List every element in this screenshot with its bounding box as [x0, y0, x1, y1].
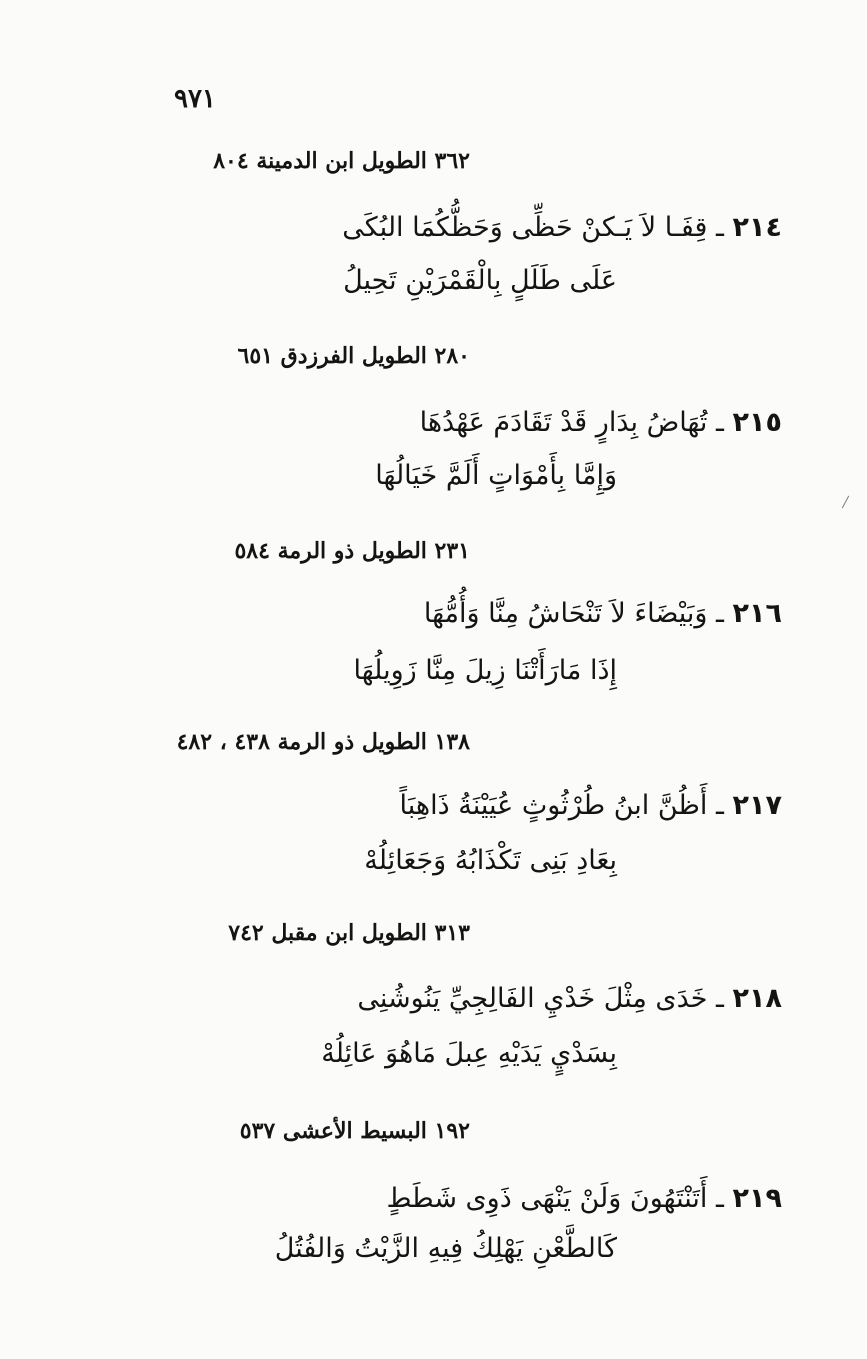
verse-separator: ـ: [716, 790, 724, 821]
verse-line-first: [420, 407, 782, 438]
verse-text: أَتَنْتَهُونَ وَلَنْ يَنْهَى ذَوِى شَطَطٍ: [386, 1183, 708, 1214]
verse-line-second: وَإِمَّا بِأَمْوَاتٍ أَلَمَّ خَيَالُهَا: [375, 460, 617, 491]
entry-heading: ١٣٨ الطويل ذو الرمة ٤٣٨ ، ٤٨٢: [176, 729, 470, 755]
verse-separator: ـ: [716, 1183, 724, 1214]
verse-line-second: بِسَدْيٍ يَدَيْهِ عِبلَ مَاهُوَ عَائِلُهْ: [321, 1038, 617, 1069]
verse-line-second: بِعَادِ بَنِى تَكْذَابُهُ وَجَعَائِلُهْ: [364, 845, 617, 876]
verse-number: ٢١٥: [732, 407, 782, 438]
verse-number: ٢١٧: [732, 790, 782, 821]
verse-separator: ـ: [716, 407, 724, 438]
verse-number: ٢١٤: [732, 212, 782, 243]
verse-line-first: [424, 598, 782, 629]
verse-text: وَبَيْضَاءَ لاَ تَنْحَاشُ مِنَّا وَأُمُّهَا: [423, 598, 708, 629]
verse-line-first: [342, 212, 782, 243]
entry-heading: ٣٦٢ الطويل ابن الدمينة ٨٠٤: [213, 148, 470, 174]
stray-pen-mark: [842, 496, 849, 509]
verse-separator: ـ: [716, 598, 724, 629]
verse-line-second: كَالطَّعْنِ يَهْلِكُ فِيهِ الزَّيْتُ وَالفُتُلُ: [274, 1233, 617, 1264]
verse-text: تُهَاضُ بِدَارٍ قَدْ تَقَادَمَ عَهْدُهَا: [419, 407, 708, 438]
verse-separator: ـ: [716, 983, 724, 1014]
page-number: ٩٧١: [174, 84, 216, 114]
verse-line-second: إِذَا مَارَأَتْنَا زِيلَ مِنَّا زَوِيلُهَا: [353, 655, 617, 686]
verse-text: أَظُنَّ ابنُ طُرْثُوثٍ عُيَيْنَةُ ذَاهِبَاً: [399, 790, 708, 821]
verse-line-first: [387, 1183, 782, 1214]
verse-number: ٢١٦: [732, 598, 782, 629]
entry-heading: ٣١٣ الطويل ابن مقبل ٧٤٢: [228, 920, 470, 946]
verse-text: قِفَـا لاَ يَـكنْ حَظِّى وَحَظُّكُمَا البُكَى: [342, 212, 708, 243]
entry-heading: ١٩٢ البسيط الأعشى ٥٣٧: [239, 1118, 470, 1144]
entry-heading: ٢٣١ الطويل ذو الرمة ٥٨٤: [234, 538, 470, 564]
entry-heading: ٢٨٠ الطويل الفرزدق ٦٥١: [237, 343, 470, 369]
verse-number: ٢١٨: [732, 983, 782, 1014]
verse-line-first: [400, 790, 782, 821]
verse-text: خَدَى مِثْلَ خَدْيِ الفَالِجِيِّ يَنُوشُنِى: [357, 983, 708, 1014]
verse-line-second: عَلَى طَلَلٍ بِالْقَمْرَيْنِ تَحِيلُ: [343, 265, 617, 296]
verse-separator: ـ: [716, 212, 724, 243]
verse-line-first: [357, 983, 782, 1014]
verse-number: ٢١٩: [732, 1183, 782, 1214]
